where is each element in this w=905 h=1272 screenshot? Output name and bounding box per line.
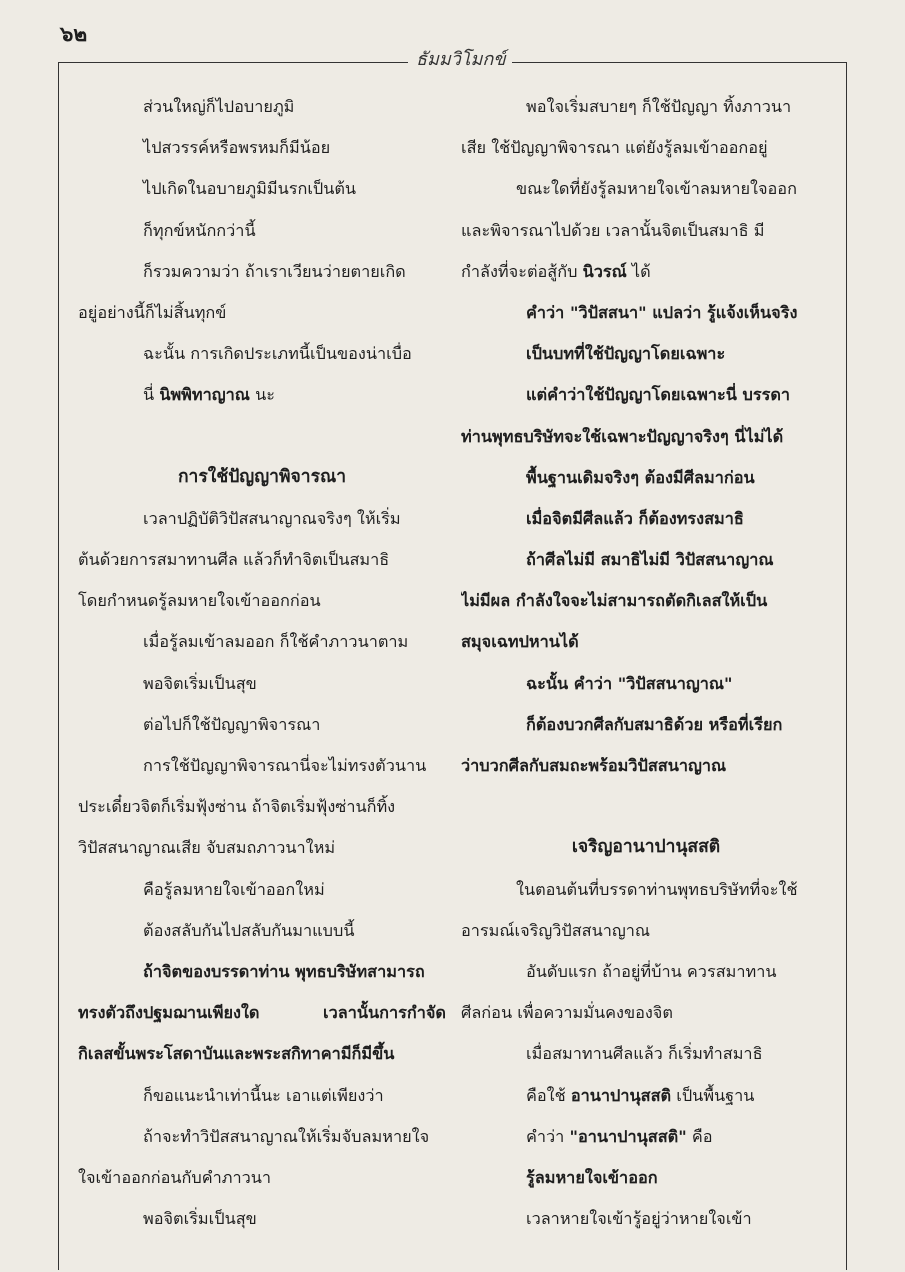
header-rule-right — [512, 62, 846, 63]
text-line — [461, 992, 831, 1033]
text-line — [78, 827, 446, 868]
text-line — [78, 127, 446, 168]
text-span: พอใจเริ่มสบายๆ ก็ใช้ปัญญา ทิ้งภาวนา — [526, 97, 792, 116]
text-line — [78, 86, 446, 127]
text-line — [78, 1198, 446, 1239]
text-line — [78, 251, 446, 292]
text-line — [78, 1033, 446, 1074]
text-span: เสีย ใช้ปัญญาพิจารณา แต่ยังรู้ลมเข้าออกอยู่ — [461, 138, 768, 158]
bold-text: สมุจเฉทปหานได้ — [461, 632, 579, 652]
text-line — [78, 539, 446, 580]
text-line — [461, 1075, 831, 1116]
bold-text: พื้นฐานเดิมจริงๆ ต้องมีศีลมาก่อน — [526, 467, 755, 487]
text-span: เวลาหายใจเข้ารู้อยู่ว่าหายใจเข้า — [526, 1209, 752, 1229]
text-line — [461, 333, 831, 374]
text-line — [461, 374, 831, 415]
text-span: ไปสวรรค์หรือพรหมก็มีน้อย — [143, 138, 331, 158]
text-line — [461, 1198, 831, 1239]
bold-text: เป็นบทที่ใช้ปัญญาโดยเฉพาะ — [526, 344, 726, 364]
text-line — [461, 457, 831, 498]
text-span: ประเดี๋ยวจิตก็เริ่มฟุ้งซ่าน ถ้าจิตเริ่มฟุ้งซ่านก็ทิ้ง — [78, 797, 396, 817]
text-line — [461, 539, 831, 580]
text-span: อารมณ์เจริญวิปัสสนาญาณ — [461, 920, 650, 940]
text-span: คำว่า — [526, 1126, 570, 1146]
bold-text: ฉะนั้น คำว่า "วิปัสสนาญาณ" — [526, 673, 733, 693]
text-span: เจริญอานาปานุสสติ — [571, 837, 721, 858]
bold-text: กิเลสขั้นพระโสดาบันและพระสกิทาคามีก็มีขึ้น — [78, 1044, 395, 1064]
bold-text: แต่คำว่าใช้ปัญญาโดยเฉพาะนี่ บรรดา — [526, 385, 791, 405]
text-line — [461, 251, 831, 292]
text-line — [461, 416, 831, 457]
left-column — [78, 86, 446, 1239]
text-span: เป็นพื้นฐาน — [671, 1085, 755, 1105]
text-span: ศีลก่อน เพื่อความมั่นคงของจิต — [461, 1003, 673, 1023]
text-span: คือรู้ลมหายใจเข้าออกใหม่ — [143, 879, 325, 899]
text-span: ส่วนใหญ่ก็ไปอบายภูมิ — [143, 97, 295, 116]
text-line — [461, 704, 831, 745]
frame-left-border — [58, 62, 59, 1270]
text-line — [78, 292, 446, 333]
text-line — [78, 374, 446, 415]
text-span: เมื่อสมาทานศีลแล้ว ก็เริ่มทำสมาธิ — [526, 1044, 763, 1064]
text-line — [78, 210, 446, 251]
text-line — [461, 663, 831, 704]
bold-text: นิพพิทาญาณ — [159, 385, 250, 405]
text-line — [461, 1033, 831, 1074]
text-span: อันดับแรก ถ้าอยู่ที่บ้าน ควรสมาทาน — [526, 961, 777, 981]
header-rule-left — [58, 62, 408, 63]
text-line — [78, 1116, 446, 1157]
bold-text: ก็ต้องบวกศีลกับสมาธิด้วย หรือที่เรียก — [526, 714, 783, 734]
text-span: คือใช้ — [526, 1085, 571, 1105]
text-line — [461, 951, 831, 992]
bold-text: ว่าบวกศีลกับสมถะพร้อมวิปัสสนาญาณ — [461, 756, 727, 775]
text-span: ในตอนต้นที่บรรดาท่านพุทธบริษัทที่จะใช้ — [516, 879, 798, 899]
text-span: กำลังที่จะต่อสู้กับ — [461, 261, 583, 281]
text-line — [78, 168, 446, 209]
text-span: การใช้ปัญญาพิจารณา — [177, 466, 347, 487]
bold-text: อานาปานุสสติ — [570, 1085, 672, 1105]
text-line — [461, 1157, 831, 1198]
text-span: ได้ — [626, 261, 651, 281]
bold-text: ถ้าศีลไม่มี สมาธิไม่มี วิปัสสนาญาณ — [526, 550, 774, 570]
text-span: ถ้าจะทำวิปัสสนาญาณให้เริ่มจับลมหายใจ — [143, 1126, 430, 1146]
text-span: นี่ — [143, 385, 160, 405]
bold-text: นิวรณ์ — [582, 261, 627, 281]
text-span: อยู่อย่างนี้ก็ไม่สิ้นทุกข์ — [78, 302, 227, 322]
text-span: วิปัสสนาญาณเสีย จับสมถภาวนาใหม่ — [78, 838, 336, 858]
bold-text: ท่านพุทธบริษัทจะใช้เฉพาะปัญญาจริงๆ นี่ไม่ได้ — [461, 426, 784, 446]
text-span: การใช้ปัญญาพิจารณานี่จะไม่ทรงตัวนาน — [143, 756, 427, 775]
text-span: ไปเกิดในอบายภูมิมีนรกเป็นต้น — [143, 179, 357, 199]
text-line — [461, 580, 831, 621]
text-span: ก็ทุกข์หนักกว่านี้ — [143, 220, 256, 240]
bold-text: ไม่มีผล กำลังใจจะไม่สามารถตัดกิเลสให้เป็น — [461, 591, 768, 611]
text-span: พอจิตเริ่มเป็นสุข — [143, 1209, 257, 1229]
page-number: ๖๒ — [60, 22, 88, 46]
text-line — [461, 621, 831, 662]
bold-text: ถ้าจิตของบรรดาท่าน พุทธบริษัทสามารถ — [143, 961, 425, 981]
text-span: ต้องสลับกันไปสลับกันมาแบบนี้ — [143, 920, 355, 940]
running-title: ธัมมวิโมกข์ — [416, 49, 506, 70]
text-line — [461, 292, 831, 333]
text-line — [78, 786, 446, 827]
text-span: ใจเข้าออกก่อนกับคำภาวนา — [78, 1167, 272, 1187]
bold-text: เมื่อจิตมีศีลแล้ว ก็ต้องทรงสมาธิ — [526, 508, 744, 528]
text-line — [461, 168, 831, 209]
text-line — [78, 580, 446, 621]
text-line — [461, 498, 831, 539]
text-line — [78, 498, 446, 539]
text-line — [78, 1075, 446, 1116]
text-line — [78, 663, 446, 704]
text-span: ต่อไปก็ใช้ปัญญาพิจารณา — [143, 714, 321, 734]
text-span: ขณะใดที่ยังรู้ลมหายใจเข้าลมหายใจออก — [516, 179, 797, 199]
text-span: นะ — [249, 385, 275, 405]
right-column — [461, 86, 831, 1239]
text-line — [78, 745, 446, 786]
text-line — [461, 910, 831, 951]
text-span: ก็ขอแนะนำเท่านี้นะ เอาแต่เพียงว่า — [143, 1085, 384, 1105]
text-span: ต้นด้วยการสมาทานศีล แล้วก็ทำจิตเป็นสมาธิ — [78, 550, 390, 570]
bold-text: ทรงตัวถึงปฐมฌานเพียงใด เวลานั้นการกำจัด — [78, 1003, 446, 1023]
text-line — [461, 1116, 831, 1157]
text-span: และพิจารณาไปด้วย เวลานั้นจิตเป็นสมาธิ มี — [461, 220, 765, 240]
text-line — [78, 1157, 446, 1198]
text-span: โดยกำหนดรู้ลมหายใจเข้าออกก่อน — [78, 591, 321, 611]
frame-right-border — [846, 62, 847, 1270]
text-line — [461, 745, 831, 786]
text-line — [78, 951, 446, 992]
text-span: เวลาปฏิบัติวิปัสสนาญาณจริงๆ ให้เริ่ม — [143, 508, 401, 528]
text-line — [78, 333, 446, 374]
paragraph-gap — [78, 416, 446, 457]
text-line — [78, 992, 446, 1033]
bold-text: รู้ลมหายใจเข้าออก — [526, 1167, 658, 1187]
text-line — [78, 910, 446, 951]
text-span: คือ — [686, 1126, 713, 1146]
text-line — [78, 869, 446, 910]
text-span: พอจิตเริ่มเป็นสุข — [143, 673, 257, 693]
bold-text: คำว่า "วิปัสสนา" แปลว่า รู้แจ้งเห็นจริง — [526, 302, 798, 322]
bold-text: "อานาปานุสสติ" — [569, 1126, 687, 1146]
text-line — [461, 210, 831, 251]
text-line — [461, 869, 831, 910]
text-line — [461, 127, 831, 168]
section-heading — [461, 827, 831, 868]
text-span: เมื่อรู้ลมเข้าลมออก ก็ใช้คำภาวนาตาม — [143, 632, 409, 652]
text-line — [461, 86, 831, 127]
paragraph-gap — [461, 786, 831, 827]
text-line — [78, 704, 446, 745]
text-span: ฉะนั้น การเกิดประเภทนี้เป็นของน่าเบื่อ — [143, 344, 412, 364]
section-heading — [78, 457, 446, 498]
text-line — [78, 621, 446, 662]
text-span: ก็รวมความว่า ถ้าเราเวียนว่ายตายเกิด — [143, 261, 406, 281]
